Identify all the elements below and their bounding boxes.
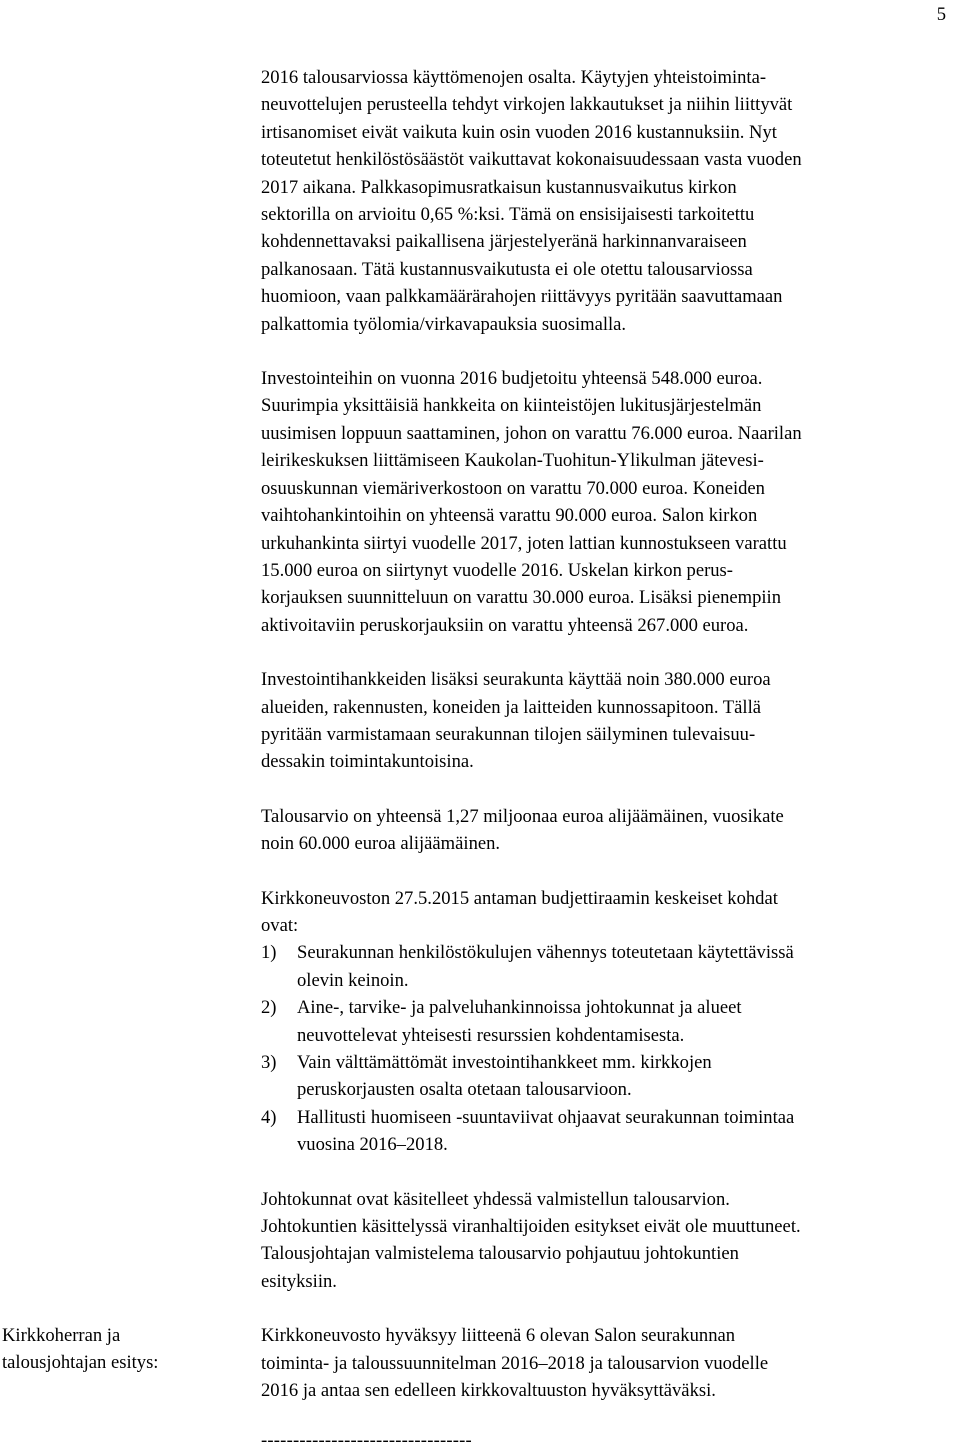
text-line: Seurakunnan henkilöstökulujen vähennys toteutetaan käytettävissä	[297, 942, 794, 964]
list-number: 4)	[261, 1106, 277, 1128]
text-line: Johtokuntien käsittelyssä viranhaltijoiden esitykset eivät ole muuttuneet.	[261, 1216, 801, 1238]
text-line: 2016 ja antaa sen edelleen kirkkovaltuuston hyväksyttäväksi.	[261, 1380, 716, 1402]
text-line: 15.000 euroa on siirtynyt vuodelle 2016. Uskelan kirkon perus-	[261, 559, 733, 581]
document-body	[261, 64, 941, 1431]
paragraph-committees	[261, 1186, 941, 1296]
text-line: peruskorjausten osalta otetaan talousarvioon.	[297, 1079, 632, 1101]
paragraph-maintenance	[261, 666, 941, 776]
paragraph-deficit	[261, 803, 941, 858]
text-line: esityksiin.	[261, 1270, 337, 1292]
text-line: Kirkkoneuvosto hyväksyy liitteenä 6 olevan Salon seurakunnan	[261, 1325, 736, 1347]
text-line: pyritään varmistamaan seurakunnan tilojen säilyminen tulevaisuu-	[261, 723, 756, 745]
text-line: dessakin toimintakuntoisina.	[261, 751, 474, 773]
list-item-text	[297, 942, 794, 990]
text-line: 2016 talousarviossa käyttömenojen osalta. Käytyjen yhteistoiminta-	[261, 67, 767, 88]
text-line: urkuhankinta siirtyi vuodelle 2017, joten lattian kunnostukseen varattu	[261, 532, 787, 554]
text-line: olevin keinoin.	[297, 969, 409, 991]
text-line: alueiden, rakennusten, koneiden ja laitteiden kunnossapitoon. Tällä	[261, 696, 761, 718]
text-line: osuuskunnan viemäriverkostoon on varattu 70.000 euroa. Koneiden	[261, 477, 765, 499]
list-number: 1)	[261, 942, 277, 964]
page-number: 5	[936, 4, 946, 25]
text-line: huomioon, vaan palkkamäärärahojen riittävyys pyritään saavuttamaan	[261, 286, 783, 308]
text-line: Talousjohtajan valmistelema talousarvio pohjautuu johtokuntien	[261, 1243, 739, 1265]
text-line: aktivoitaviin peruskorjauksiin on varattu yhteensä 267.000 euroa.	[261, 614, 749, 636]
text-line: Kirkkoneuvoston 27.5.2015 antaman budjettiraamin keskeiset kohdat	[261, 887, 778, 909]
text-line: Johtokunnat ovat käsitelleet yhdessä valmistellun talousarvion.	[261, 1188, 730, 1210]
list-item-text	[297, 997, 742, 1045]
separator-line: ---------------------------------	[261, 1430, 472, 1451]
text-line: toteutetut henkilöstösäästöt vaikuttavat kokonaisuudessaan vasta vuoden	[261, 149, 802, 171]
text-line: toiminta- ja taloussuunnitelman 2016–2018 ja talousarvion vuodelle	[261, 1352, 769, 1374]
text-line: neuvottelevat yhteisesti resurssien kohdentamisesta.	[297, 1024, 685, 1046]
text-line: sektorilla on arvioitu 0,65 %:ksi. Tämä on ensisijaisesti tarkoitettu	[261, 204, 755, 226]
text-line: Talousarvio on yhteensä 1,27 miljoonaa euroa alijäämäinen, vuosikate	[261, 805, 784, 827]
list-item-text	[297, 1107, 794, 1155]
text-line: neuvottelujen perusteella tehdyt virkojen lakkautukset ja niihin liittyvät	[261, 94, 793, 116]
text-line: Aine-, tarvike- ja palveluhankinnoissa johtokunnat ja alueet	[297, 997, 742, 1019]
list-item	[261, 1104, 941, 1159]
paragraph-investments	[261, 365, 941, 639]
text-line: Kirkkoherran ja	[2, 1325, 121, 1346]
list-item	[261, 1049, 941, 1104]
list-number: 3)	[261, 1052, 277, 1073]
budget-frame-list	[261, 939, 941, 1158]
text-line: Vain välttämättömät investointihankkeet mm. kirkkojen	[297, 1052, 712, 1073]
text-line: irtisanomiset eivät vaikuta kuin osin vuoden 2016 kustannuksiin. Nyt	[261, 121, 777, 143]
text-line: Investointeihin on vuonna 2016 budjetoitu yhteensä 548.000 euroa.	[261, 368, 763, 390]
text-line: Investointihankkeiden lisäksi seurakunta käyttää noin 380.000 euroa	[261, 669, 771, 691]
text-line: 2017 aikana. Palkkasopimusratkaisun kustannusvaikutus kirkon	[261, 176, 737, 198]
text-line: palkattomia työlomia/virkavapauksia suosimalla.	[261, 313, 627, 335]
proposal-text	[261, 1322, 941, 1404]
list-number: 2)	[261, 997, 277, 1019]
text-line: Suurimpia yksittäisiä hankkeita on kiinteistöjen lukitusjärjestelmän	[261, 395, 762, 417]
proposal-label	[2, 1322, 222, 1377]
text-line: leirikeskuksen liittämiseen Kaukolan-Tuohitun-Ylikulman jätevesi-	[261, 450, 764, 472]
text-line: uusimisen loppuun saattaminen, johon on varattu 76.000 euroa. Naarilan	[261, 422, 802, 444]
text-line: vuosina 2016–2018.	[297, 1134, 448, 1156]
text-line: talousjohtajan esitys:	[2, 1352, 159, 1374]
text-line: kohdennettavaksi paikallisena järjestelyeränä harkinnanvaraiseen	[261, 231, 747, 253]
paragraph-budget-expenses	[261, 64, 941, 338]
text-line: noin 60.000 euroa alijäämäinen.	[261, 833, 501, 855]
text-line: Hallitusti huomiseen -suuntaviivat ohjaavat seurakunnan toimintaa	[297, 1106, 795, 1128]
text-line: vaihtohankintoihin on yhteensä varattu 90.000 euroa. Salon kirkon	[261, 505, 758, 527]
list-item	[261, 939, 941, 994]
list-intro	[261, 885, 941, 940]
text-line: korjauksen suunnitteluun on varattu 30.000 euroa. Lisäksi pienempiin	[261, 587, 782, 609]
text-line: palkanosaan. Tätä kustannusvaikutusta ei ole otettu talousarviossa	[261, 258, 753, 280]
text-line: ovat:	[261, 914, 299, 936]
list-item-text	[297, 1052, 712, 1100]
list-item	[261, 994, 941, 1049]
